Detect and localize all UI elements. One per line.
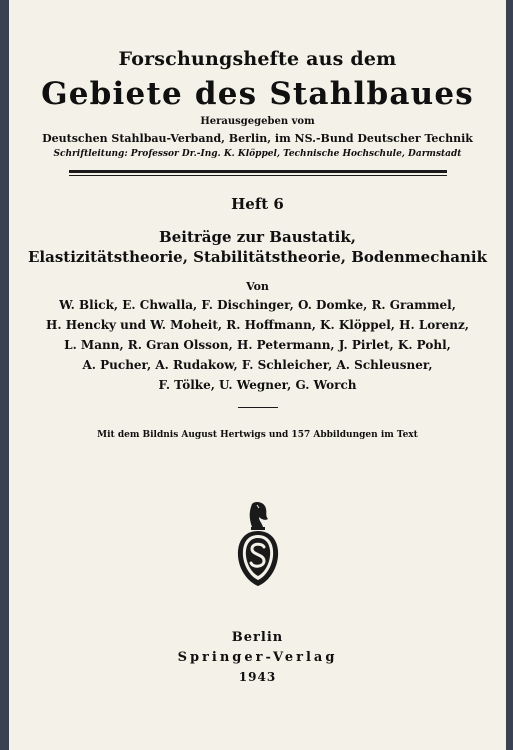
title-page bbox=[9, 0, 506, 750]
imprint-publisher: Springer-Verlag bbox=[177, 650, 338, 665]
imprint-year: 1943 bbox=[238, 670, 277, 684]
author-line: F. Tölke, U. Wegner, G. Worch bbox=[158, 378, 357, 392]
author-line: A. Pucher, A. Rudakow, F. Schleicher, A. Schleusner, bbox=[82, 358, 433, 372]
book-title-line-2: Elastizitätstheorie, Stabilitätstheorie, Bodenmechanik bbox=[28, 248, 487, 266]
double-rule-thin bbox=[69, 175, 447, 176]
illustration-note: Mit dem Bildnis August Hertwigs und 157 Abbildungen im Text bbox=[97, 430, 418, 440]
series-title-line-1: Forschungshefte aus dem bbox=[118, 48, 397, 70]
by-label: Von bbox=[246, 280, 269, 293]
imprint-city: Berlin bbox=[231, 630, 284, 645]
author-line: L. Mann, R. Gran Olsson, H. Petermann, J. Pirlet, K. Pohl, bbox=[64, 338, 451, 352]
issue-number: Heft 6 bbox=[231, 195, 284, 213]
separator-rule bbox=[238, 407, 278, 408]
book-title-line-1: Beiträge zur Baustatik, bbox=[159, 228, 356, 246]
author-line: H. Hencky und W. Moheit, R. Hoffmann, K. Klöppel, H. Lorenz, bbox=[46, 318, 469, 332]
editor-label: Herausgegeben vom bbox=[200, 116, 315, 127]
double-rule-thick bbox=[69, 170, 447, 173]
series-title-line-2: Gebiete des Stahlbaues bbox=[41, 76, 474, 112]
author-line: W. Blick, E. Chwalla, F. Dischinger, O. Domke, R. Grammel, bbox=[59, 298, 456, 312]
springer-knight-emblem-icon bbox=[232, 500, 284, 588]
issuing-body: Deutschen Stahlbau-Verband, Berlin, im NS.-Bund Deutscher Technik bbox=[42, 132, 473, 145]
editorship-line: Schriftleitung: Professor Dr.-Ing. K. Klöppel, Technische Hochschule, Darmstadt bbox=[53, 149, 462, 159]
